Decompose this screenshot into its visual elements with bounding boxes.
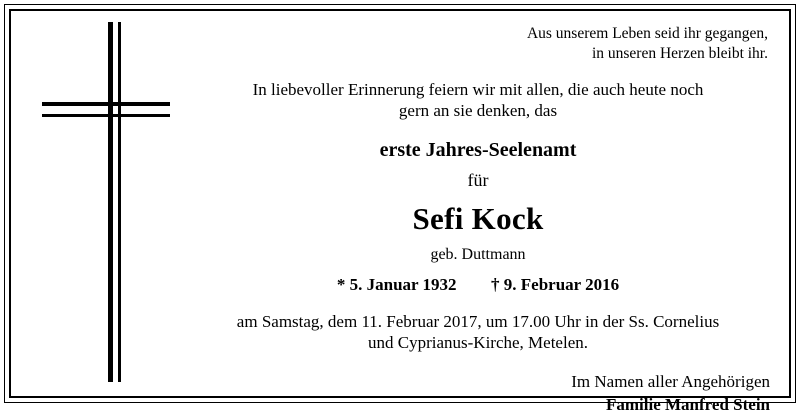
for-label: für <box>467 170 489 191</box>
closing-line: Im Namen aller Angehörigen <box>571 371 770 391</box>
cross-horizontal-stroke-thin <box>42 114 170 117</box>
verse <box>180 24 768 64</box>
family-name: Familie Manfred Stein <box>606 394 770 414</box>
introduction <box>180 80 776 121</box>
details-line-1: am Samstag, dem 11. Februar 2017, um 17.00 Uhr in der Ss. Cornelius <box>236 312 720 332</box>
intro-line-1: In liebevoller Erinnerung feiern wir mit allen, die auch heute noch <box>252 80 704 100</box>
birth-date: * 5. Januar 1932 <box>336 275 457 295</box>
verse-line-1: Aus unserem Leben seid ihr gegangen, <box>526 25 768 42</box>
intro-line-2: gern an sie denken, das <box>398 101 558 121</box>
notice-text-block <box>180 22 776 414</box>
verse-line-2: in unseren Herzen bleibt ihr. <box>591 45 768 63</box>
maiden-name: geb. Duttmann <box>430 245 526 263</box>
deceased-name: Sefi Kock <box>412 201 544 237</box>
cross-icon <box>20 14 180 393</box>
cross-horizontal-stroke <box>42 102 170 106</box>
death-date: † 9. Februar 2016 <box>491 275 620 295</box>
details-line-2: und Cyprianus-Kirche, Metelen. <box>368 332 588 352</box>
life-dates <box>180 275 776 296</box>
occasion-title: erste Jahres-Seelenamt <box>379 138 577 161</box>
cross-vertical-stroke-thin <box>118 22 121 382</box>
service-details <box>180 312 776 353</box>
cross-vertical-stroke <box>108 22 113 382</box>
